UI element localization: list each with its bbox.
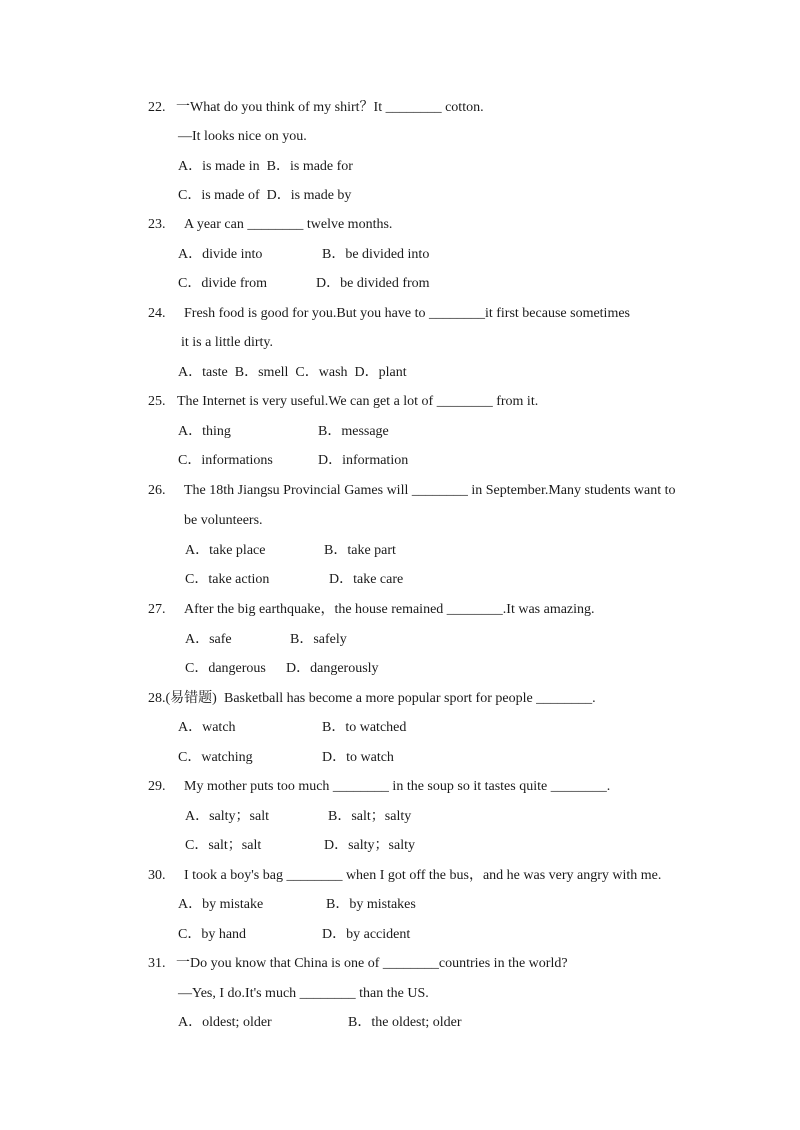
question-number: 30.	[148, 868, 166, 883]
answer-option: A．divide into	[178, 247, 263, 262]
question-text: it is a little dirty.	[181, 335, 274, 350]
answer-option: B．the oldest; older	[348, 1015, 462, 1030]
answer-option: D．be divided from	[316, 276, 430, 291]
question-text: The Internet is very useful.We can get a lot of ________ from it.	[177, 394, 539, 409]
question-number: 29.	[148, 779, 166, 794]
answer-option: D．dangerously	[286, 661, 379, 676]
answer-option: B．safely	[290, 632, 347, 647]
question-text: Basketball has become a more popular sport for people ________.	[224, 691, 596, 706]
question-text: —It looks nice on you.	[178, 129, 307, 144]
question-text: —Yes, I do.It's much ________ than the US.	[178, 986, 429, 1001]
question-number: 24.	[148, 306, 166, 321]
answer-option: A．watch	[178, 720, 236, 735]
answer-option: D．salty；salty	[324, 838, 415, 853]
answer-option: C．by hand	[178, 927, 247, 942]
answer-option: C．take action	[185, 572, 270, 587]
question-text: be volunteers.	[184, 513, 263, 528]
answer-option: B．message	[318, 424, 389, 439]
question-text: The 18th Jiangsu Provincial Games will ________ in September.Many students want to	[184, 483, 676, 498]
answer-option: A．safe	[185, 632, 232, 647]
question-number: 31.	[148, 956, 166, 971]
answer-option: B．be divided into	[322, 247, 430, 262]
answer-option: B．to watched	[322, 720, 407, 735]
question-text: 一Do you know that China is one of ________countries in the world?	[176, 956, 568, 971]
question-number: 23.	[148, 217, 166, 232]
question-number: 27.	[148, 602, 166, 617]
question-text: After the big earthquake，the house remained ________.It was amazing.	[184, 602, 595, 617]
answer-option: B．take part	[324, 543, 396, 558]
question-number: 25.	[148, 394, 166, 409]
question-text: A year can ________ twelve months.	[184, 217, 393, 232]
answer-option: D．by accident	[322, 927, 411, 942]
answer-option: A．is made in B．is made for	[178, 159, 353, 174]
answer-option: A．thing	[178, 424, 231, 439]
answer-option: C．is made of D．is made by	[178, 188, 352, 203]
answer-option: B．salt；salty	[328, 809, 412, 824]
answer-option: D．information	[318, 453, 409, 468]
answer-option: D．take care	[329, 572, 404, 587]
answer-option: A．by mistake	[178, 897, 264, 912]
question-text: I took a boy's bag ________ when I got off the bus，and he was very angry with me.	[184, 868, 662, 883]
question-text: 一What do you think of my shirt？It ________ cotton.	[176, 100, 484, 115]
answer-option: C．dangerous	[185, 661, 266, 676]
question-number: 28.(易错题)	[148, 691, 217, 706]
question-number: 22.	[148, 100, 166, 115]
answer-option: D．to watch	[322, 750, 394, 765]
answer-option: A．salty；salt	[185, 809, 269, 824]
answer-option: A．oldest; older	[178, 1015, 272, 1030]
answer-option: A．take place	[185, 543, 266, 558]
answer-option: C．salt；salt	[185, 838, 262, 853]
answer-option: C．divide from	[178, 276, 268, 291]
answer-option: C．watching	[178, 750, 253, 765]
question-text: Fresh food is good for you.But you have to ________it first because sometimes	[184, 306, 630, 321]
answer-option: B．by mistakes	[326, 897, 416, 912]
question-number: 26.	[148, 483, 166, 498]
answer-option: A．taste B．smell C．wash D．plant	[178, 365, 407, 380]
answer-option: C．informations	[178, 453, 273, 468]
question-text: My mother puts too much ________ in the soup so it tastes quite ________.	[184, 779, 611, 794]
